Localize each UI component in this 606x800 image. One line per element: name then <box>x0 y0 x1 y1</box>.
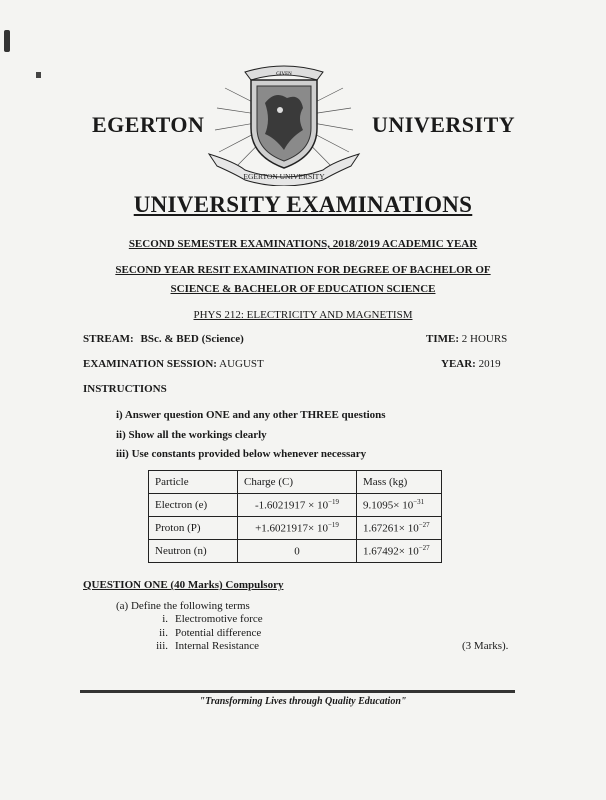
term-number: i. <box>162 613 168 625</box>
term-text: Potential difference <box>175 627 262 639</box>
instruction-item: iii) Use constants provided below whenever necessary <box>116 448 367 460</box>
question-part-a: (a) Define the following terms <box>116 600 250 612</box>
seal-ribbon-text: EGERTON UNIVERSITY <box>243 172 325 181</box>
particle-cell: Neutron (n) <box>149 540 238 563</box>
time-label: TIME: <box>426 333 459 345</box>
time-value: 2 HOURS <box>461 333 508 345</box>
constants-table <box>148 470 442 563</box>
page-title: UNIVERSITY EXAMINATIONS <box>133 192 473 217</box>
mass-value: 9.1095× 10 <box>363 499 414 512</box>
marks-label: (3 Marks). <box>462 640 509 652</box>
semester-line: SECOND SEMESTER EXAMINATIONS, 2018/2019 ACADEMIC YEAR <box>128 238 478 250</box>
particle-cell: Proton (P) <box>149 517 238 540</box>
table-header-row <box>149 471 442 494</box>
term-text: Electromotive force <box>175 613 263 625</box>
mass-exponent: −27 <box>418 521 430 530</box>
table-row <box>149 517 442 540</box>
charge-cell <box>238 517 357 540</box>
mass-cell <box>357 517 442 540</box>
course-title: PHYS 212: ELECTRICITY AND MAGNETISM <box>193 309 413 321</box>
mass-cell <box>357 494 442 517</box>
mass-value: 1.67261× 10 <box>363 522 419 535</box>
header-right-word: UNIVERSITY <box>372 112 516 137</box>
mass-cell <box>357 540 442 563</box>
university-seal-logo <box>205 58 363 186</box>
particle-cell: Electron (e) <box>149 494 238 517</box>
year-row <box>441 358 501 370</box>
table-header-cell: Particle <box>149 471 238 494</box>
question-one-heading: QUESTION ONE (40 Marks) Compulsory <box>83 579 284 591</box>
charge-cell <box>238 494 357 517</box>
footer-rule <box>80 690 515 693</box>
table-header-cell: Charge (C) <box>238 471 357 494</box>
table-row <box>149 540 442 563</box>
scan-speck <box>36 72 41 78</box>
seal-top-text: GIVEN <box>276 72 292 77</box>
charge-value: +1.6021917× 10 <box>255 522 328 535</box>
degree-line-1: SECOND YEAR RESIT EXAMINATION FOR DEGREE OF BACHELOR OF <box>115 264 491 276</box>
header-left-word: EGERTON <box>92 112 205 137</box>
instructions-heading: INSTRUCTIONS <box>83 383 167 395</box>
footer-motto: "Transforming Lives through Quality Education" <box>199 696 407 707</box>
session-label: EXAMINATION SESSION: <box>83 358 217 370</box>
time-row <box>426 333 507 345</box>
scan-speck <box>4 30 10 52</box>
year-value: 2019 <box>478 358 501 370</box>
year-label: YEAR: <box>441 358 476 370</box>
table-row <box>149 494 442 517</box>
instruction-item: ii) Show all the workings clearly <box>116 429 267 441</box>
mass-exponent: −27 <box>418 544 430 553</box>
session-value: AUGUST <box>219 358 264 370</box>
charge-value: -1.6021917 × 10 <box>254 499 329 512</box>
mass-exponent: −31 <box>413 498 425 507</box>
instruction-item: i) Answer question ONE and any other THREE questions <box>116 409 386 421</box>
table-header-cell: Mass (kg) <box>357 471 442 494</box>
charge-value: 0 <box>294 545 300 558</box>
stream-row <box>83 333 244 345</box>
term-number: ii. <box>159 627 168 639</box>
charge-exponent: −19 <box>327 521 339 530</box>
stream-label: STREAM: <box>83 333 134 345</box>
term-number: iii. <box>156 640 168 652</box>
stream-value: BSc. & BED (Science) <box>140 333 244 345</box>
charge-cell <box>238 540 357 563</box>
charge-exponent: −19 <box>328 498 340 507</box>
degree-line-2: SCIENCE & BACHELOR OF EDUCATION SCIENCE <box>170 283 436 295</box>
seal-svg <box>205 58 363 186</box>
mass-value: 1.67492× 10 <box>363 545 419 558</box>
term-text: Internal Resistance <box>175 640 259 652</box>
session-row <box>83 358 264 370</box>
